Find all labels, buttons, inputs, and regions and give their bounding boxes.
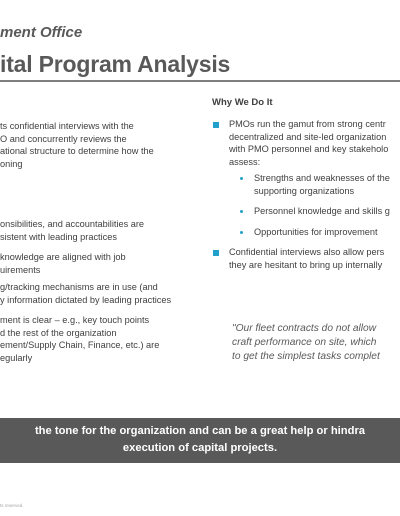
page-subtitle: ment Office [0, 24, 83, 41]
text-line: ational structure to determine how the [0, 146, 154, 156]
text-line: onsibilities, and accountabilities are [0, 219, 145, 229]
text-line: supporting organizations [254, 185, 355, 196]
text-line: y information dictated by leading practices [0, 294, 172, 305]
text-line: ment is clear – e.g., key touch points [0, 315, 150, 325]
sub-bullet-2 [254, 205, 390, 218]
right-bullet-1 [229, 118, 388, 168]
text-line: ts confidential interviews with the [0, 121, 134, 131]
text-line: assess: [229, 156, 261, 167]
text-line: ement/Supply Chain, Finance, etc.) are [0, 340, 160, 350]
quote-line: "Our fleet contracts do not allow [232, 323, 377, 334]
left-block-5 [0, 314, 159, 364]
title-divider [0, 80, 400, 82]
text-line: sistent with leading practices [0, 231, 117, 242]
dot-bullet-icon [240, 210, 243, 213]
pull-quote [232, 322, 380, 364]
dot-bullet-icon [240, 177, 243, 180]
text-line: with PMO personnel and key stakeholo [229, 144, 389, 154]
text-line: O and concurrently reviews the [0, 133, 127, 144]
footer-copyright: ts reserved. [0, 503, 24, 508]
left-block-4 [0, 281, 171, 306]
banner-line-2: execution of capital projects. [122, 442, 278, 454]
sub-bullet-1 [254, 172, 390, 197]
square-bullet-icon [213, 122, 219, 128]
text-line: g/tracking mechanisms are in use (and [0, 282, 158, 292]
left-block-1 [0, 120, 154, 170]
section-heading-why: Why We Do It [212, 97, 273, 108]
text-line: oning [0, 158, 23, 169]
sub-bullet-3 [254, 226, 378, 239]
dot-bullet-icon [240, 231, 243, 234]
text-line: Confidential interviews also allow pers [229, 247, 385, 257]
page-title: ital Program Analysis [0, 51, 231, 77]
text-line: Opportunities for improvement [254, 227, 378, 237]
text-line: knowledge are aligned with job [0, 252, 126, 262]
text-line: Strengths and weaknesses of the [254, 173, 390, 183]
left-block-2 [0, 218, 144, 243]
left-block-3 [0, 251, 126, 276]
quote-line: craft performance on site, which [232, 337, 377, 348]
text-line: Personnel knowledge and skills g [254, 206, 390, 216]
text-line: egularly [0, 352, 33, 363]
text-line: d the rest of the organization [0, 327, 117, 338]
quote-line: to get the simplest tasks complet [232, 351, 380, 362]
text-line: PMOs run the gamut from strong centr [229, 119, 386, 129]
right-bullet-2 [229, 246, 384, 271]
text-line: uirements [0, 264, 41, 275]
banner-line-1: the tone for the organization and can be a great help or hindra [34, 425, 366, 437]
square-bullet-icon [213, 250, 219, 256]
text-line: they are hesitant to bring up internally [229, 259, 383, 270]
text-line: decentralized and site-led organization [229, 131, 387, 142]
